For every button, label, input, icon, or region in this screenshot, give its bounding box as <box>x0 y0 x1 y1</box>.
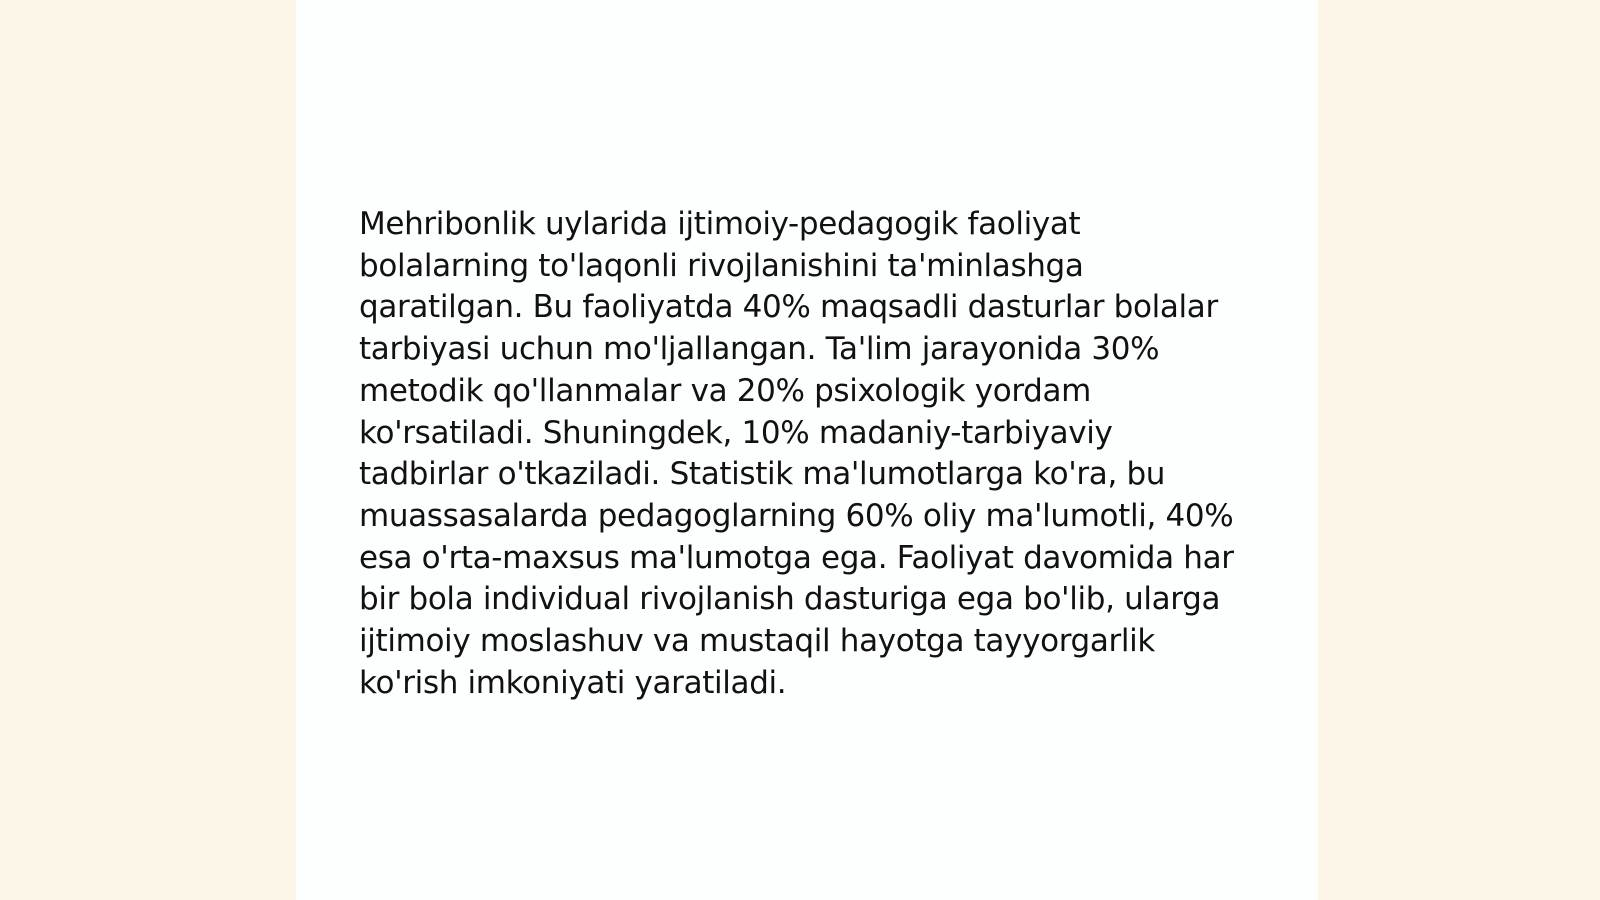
slide-paragraph: Mehribonlik uylarida ijtimoiy-pedagogik faoliyat bolalarning to'laqonli rivojlanishini ta'minlashga qaratilgan. Bu faoliyatda 40% maqsadli dasturlar bolalar tarbiyasi uchun mo'ljallangan. Ta'lim jarayonida 30% metodik qo'llanmalar va 20% psixologik yordam ko'rsatiladi. Shuningdek, 10% madaniy-tarbiyaviy tadbirlar o'tkaziladi. Statistik ma'lumotlarga ko'ra, bu muassasalarda pedagoglarning 60% oliy ma'lumotli, 40% esa o'rta-maxsus ma'lumotga ega. Faoliyat davomida har bir bola individual rivojlanish dasturiga ega bo'lib, ularga ijtimoiy moslashuv va mustaqil hayotga tayyorgarlik ko'rish imkoniyati yaratiladi. <box>359 206 1234 701</box>
left-background-margin <box>0 0 296 900</box>
slide-canvas <box>296 0 1318 900</box>
right-background-margin <box>1318 0 1600 900</box>
